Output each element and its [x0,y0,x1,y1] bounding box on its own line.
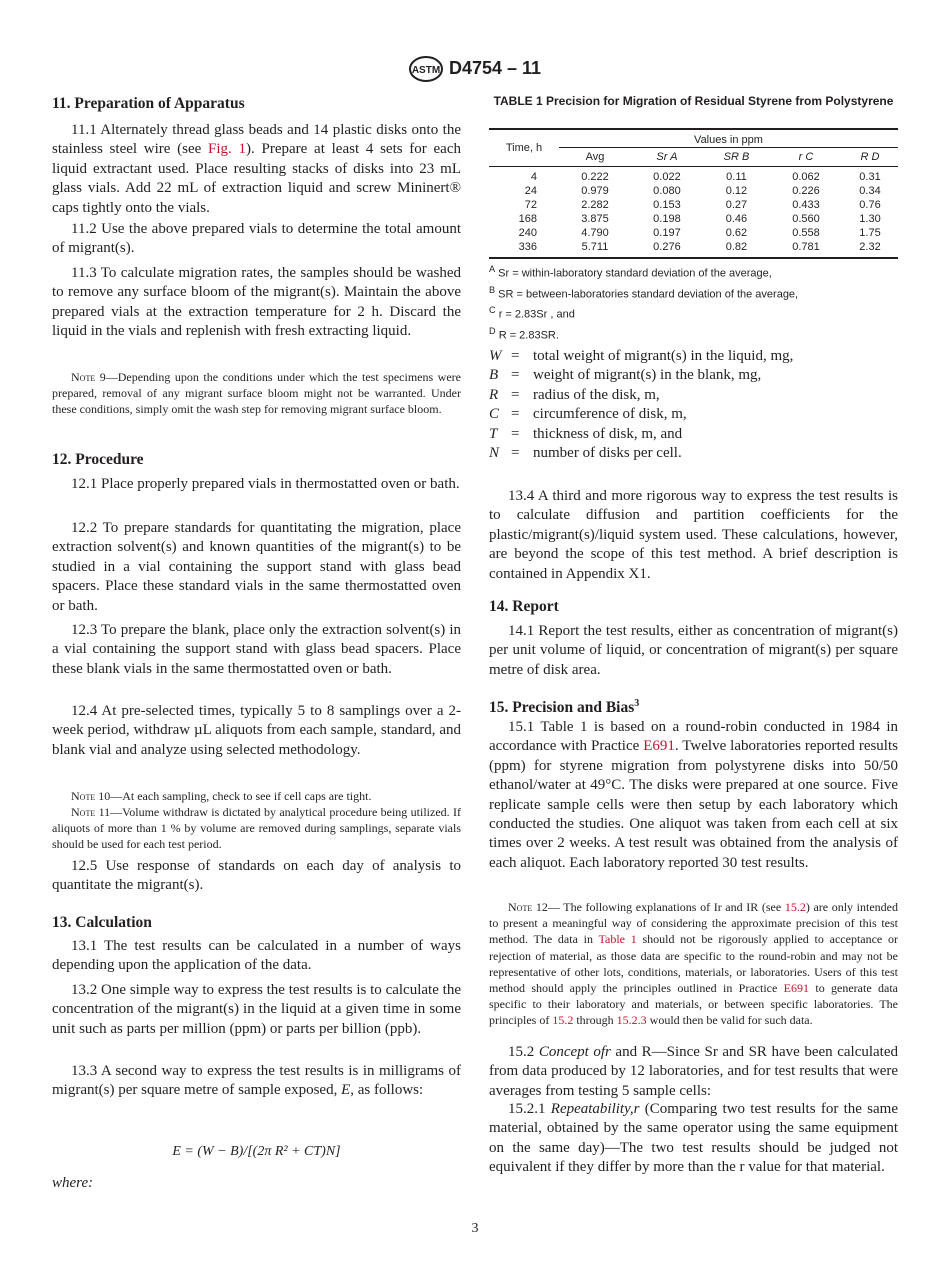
table-cell: 0.11 [726,171,747,183]
variable-list [489,347,898,463]
variable-definition [489,405,898,424]
col-sr: Sr A [656,151,678,163]
para-13-4: 13.4 A third and more rigorous way to express the test results is to calculate diffusion and partition coefficients for the plastic/migrant(s)/liquid system used. These calculations, however, are beyond the scope of this test method. A brief description is contained in Appendix X1. [489,488,898,582]
table-cell: 0.34 [859,185,881,197]
para-13-2: 13.2 One simple way to express the test results is to calculate the concentration of the migrant(s) in the liquid at a given time in some unit such as parts per million (ppm) or parts per billion (ppb). [52,982,461,1037]
section-11-heading: 11. Preparation of Apparatus [52,95,245,112]
para-11-1: 11.1 Alternately thread glass beads and 14 plastic disks onto the stainless steel wire (see Fig. 1). Prepare at least 4 sets for each liquid extractant used. Place resulting stacks of disks into 23 mL glass vials. Add 22 mL of extraction liquid and screw Mininert® caps tightly onto the vials. [52,122,461,216]
table-cell: 4 [530,171,537,183]
col-SR: SR B [723,151,750,163]
note-11: Note 11—Volume withdraw is dictated by analytical procedure being utilized. If aliquots of more than 1 % by volume are removed during samplings, separate vials should be used for each test period. [52,805,461,852]
e691-link-2[interactable]: E691 [783,981,810,996]
variable-definition [489,425,898,444]
variable-meaning: radius of the disk, m, [533,386,660,403]
table-cell: 0.31 [859,171,881,183]
variable-definition [489,444,898,463]
table-cell: 0.197 [653,227,681,239]
table-cell: 2.282 [581,199,609,211]
table-cell: 0.276 [653,241,681,253]
table-title: TABLE 1 Precision for Migration of Residual Styrene from Polystyrene [493,94,894,108]
page-number: 3 [471,1221,479,1236]
link-15-2-3[interactable]: 15.2.3 [616,1013,647,1028]
variable-meaning: total weight of migrant(s) in the liquid, mg, [533,348,794,364]
table-row [489,212,898,226]
table-cell: 336 [518,241,537,253]
footnote-a: $^A$ Sr = within-laboratory standard deviation of the average, [489,264,772,280]
para-12-3: 12.3 To prepare the blank, place only the extraction solvent(s) in a vial containing the support stand with glass bead spacers. Place these blank vials in the same thermostatted oven or bath. [52,622,461,677]
para-13-1: 13.1 The test results can be calculated in a number of ways depending upon the application of the data. [52,938,461,974]
footnote-d: $^D$ R = 2.83SR. [489,325,559,342]
formula: E = (W − B)/[(2π R² + CT)N] [172,1144,341,1159]
table-cell: 0.062 [792,171,820,183]
equals-sign: = [511,386,520,403]
equals-sign: = [511,348,520,364]
para-15-1: 15.1 Table 1 is based on a round-robin conducted in 1984 in accordance with Practice E691. Twelve laboratories reported results (ppm) for styrene migration from polystyrene disks into 50/50 ethanol/water at 49°C. The disks were prepared at one source. Five replicate sample cells were then setup by each laboratory which conducted the studies. One aliquot was taken from each cell at six times over 2 weeks. A test result was obtained from the analysis of each aliquot. Each laboratory reported 30 test results. [489,719,898,871]
para-11-2: 11.2 Use the above prepared vials to determine the total amount of migrant(s). [52,221,461,257]
table-cell: 0.080 [653,185,681,197]
table-cell: 0.27 [725,199,748,211]
table-cell: 0.76 [859,199,881,211]
variable-definition [489,386,898,405]
footnote-c: $^C$ r = 2.83Sr , and [489,305,575,321]
table-cell: 0.46 [725,213,748,225]
para-12-4: 12.4 At pre-selected times, typically 5 to 8 samplings over a 2-week period, withdraw µL aliquots from each sample, standard, and blank vial and analyze using selected methodology. [52,703,461,758]
table-cell: 0.560 [792,213,820,225]
table-cell: 1.30 [859,213,881,225]
table-cell: 2.32 [859,241,881,253]
equals-sign: = [511,367,520,384]
svg-text:ASTM: ASTM [411,65,441,76]
table-cell: 0.153 [653,199,681,211]
table-cell: 72 [524,199,537,211]
variable-meaning: weight of migrant(s) in the blank, mg, [533,367,762,384]
section-13-heading: 13. Calculation [52,914,152,931]
para-13-3: 13.3 A second way to express the test results is in milligrams of migrant(s) per square metre of sample exposed, E, as follows: [52,1063,461,1099]
variable-symbol: R [489,386,499,403]
designation: D4754 – 11 [448,57,542,78]
note-9: Note 9—Depending upon the conditions under which the test specimens were prepared, removal of any migrant surface bloom might not be warranted. Under these conditions, simply omit the wash step for removing migrant surface bloom. [52,370,461,417]
fig1-link[interactable]: Fig. 1 [208,141,247,158]
table-cell: 0.82 [725,241,748,253]
table-cell: 240 [518,227,537,239]
table-cell: 168 [518,213,537,225]
para-14-1: 14.1 Report the test results, either as concentration of migrant(s) per unit volume of liquid, or concentration of migrant(s) per square metre of disk area. [489,623,898,678]
table-row [489,184,898,198]
variable-symbol: W [489,348,502,364]
table1-link[interactable]: Table 1 [598,932,637,947]
table-row [489,198,898,212]
equals-sign: = [511,445,520,462]
table-cell: 0.12 [725,185,748,197]
variable-symbol: N [489,445,500,462]
table-cell: 0.222 [581,171,609,183]
table-row [489,226,898,240]
table-cell: 0.979 [581,185,609,197]
footnote-b: $^B$ SR = between-laboratories standard deviation of the average, [489,284,799,301]
table-footnotes [489,261,898,344]
para-11-3: 11.3 To calculate migration rates, the samples should be washed to remove any surface bloom of the migrant(s). Maintain the above prepared vials at the extraction temperature for 2 h. Discard the liquid in the vials and replenish with fresh extracting liquid. [52,265,461,340]
table-cell: 0.62 [725,227,748,239]
note-12: Note 12— The following explanations of Ir and IR (see 15.2) are only intended to present a meaningful way of considering the approximate precision of this test method. The data in Table 1 should not be rigorously applied to acceptance or rejection of material, as those data are specific to the round-robin and may not be representative of other lots, conditions, materials, or laboratories. Users of this test method should apply the principles outlined in Practice E691 to generate data specific to their laboratory and materials, or between specific laboratories. The principles of 15.2 through 15.2.3 would then be valid for such data. [489,900,898,1028]
para-15-2-1: 15.2.1 Repeatability,r (Comparing two test results for the same material, obtained by the same operator using the same equipment on the same day)—The two test results should be judged not equivalent if they differ by more than the r value for that material. [489,1101,899,1176]
where-label: where: [52,1175,94,1191]
link-15-2[interactable]: 15.2 [784,900,806,914]
para-15-2: 15.2 Concept ofr and R—Since Sr and SR have been calculated from data produced by 12 laboratories, and for test results that were averages from testing 5 sample cells: [489,1044,898,1099]
equals-sign: = [511,425,520,442]
col-group: Values in ppm [559,129,898,148]
table-cell: 3.875 [581,213,609,225]
col-time: Time, h [505,142,543,154]
col-r: r C [798,151,814,163]
table-cell: 0.198 [653,213,681,225]
table-cell: 4.790 [581,227,609,239]
variable-definition [489,366,898,385]
para-12-5: 12.5 Use response of standards on each day of analysis to quantitate the migrant(s). [52,858,461,894]
table-cell: 0.781 [792,241,820,253]
para-12-2: 12.2 To prepare standards for quantitating the migration, place extraction solvent(s) and known quantities of the migrant(s) to be studied in a vial containing the support stand with glass bead spacers. Place these standard vials in the same thermostatted oven or bath. [52,520,461,614]
table-row [489,167,898,185]
equals-sign: = [511,406,520,423]
table-cell: 0.558 [792,227,820,239]
col-avg: Avg [585,151,605,163]
variable-meaning: number of disks per cell. [533,445,682,462]
astm-logo-icon [409,56,443,82]
table-cell: 5.711 [581,241,609,253]
link-15-2-b[interactable]: 15.2 [552,1013,574,1028]
section-14-heading: 14. Report [489,598,559,615]
table-cell: 1.75 [859,227,881,239]
variable-meaning: circumference of disk, m, [533,406,687,423]
note-10: Note 10—At each sampling, check to see if cell caps are tight. [71,789,372,803]
variable-meaning: thickness of disk, m, and [533,425,683,442]
table-cell: 0.433 [792,199,820,211]
variable-symbol: B [489,367,499,384]
e691-link[interactable]: E691 [643,738,675,755]
table-cell: 24 [524,185,537,197]
section-12-heading: 12. Procedure [52,451,144,468]
table-cell: 0.226 [792,185,820,197]
col-R: R D [860,151,880,163]
table-1 [489,128,898,344]
variable-symbol: C [489,406,500,423]
table-cell: 0.022 [653,171,681,183]
variable-symbol: T [489,425,498,442]
page-header [0,56,950,82]
variable-definition [489,347,898,366]
section-15-heading: 15. Precision and Bias$^3$ [489,698,640,717]
para-12-1: 12.1 Place properly prepared vials in thermostatted oven or bath. [71,476,460,492]
table-row [489,240,898,254]
